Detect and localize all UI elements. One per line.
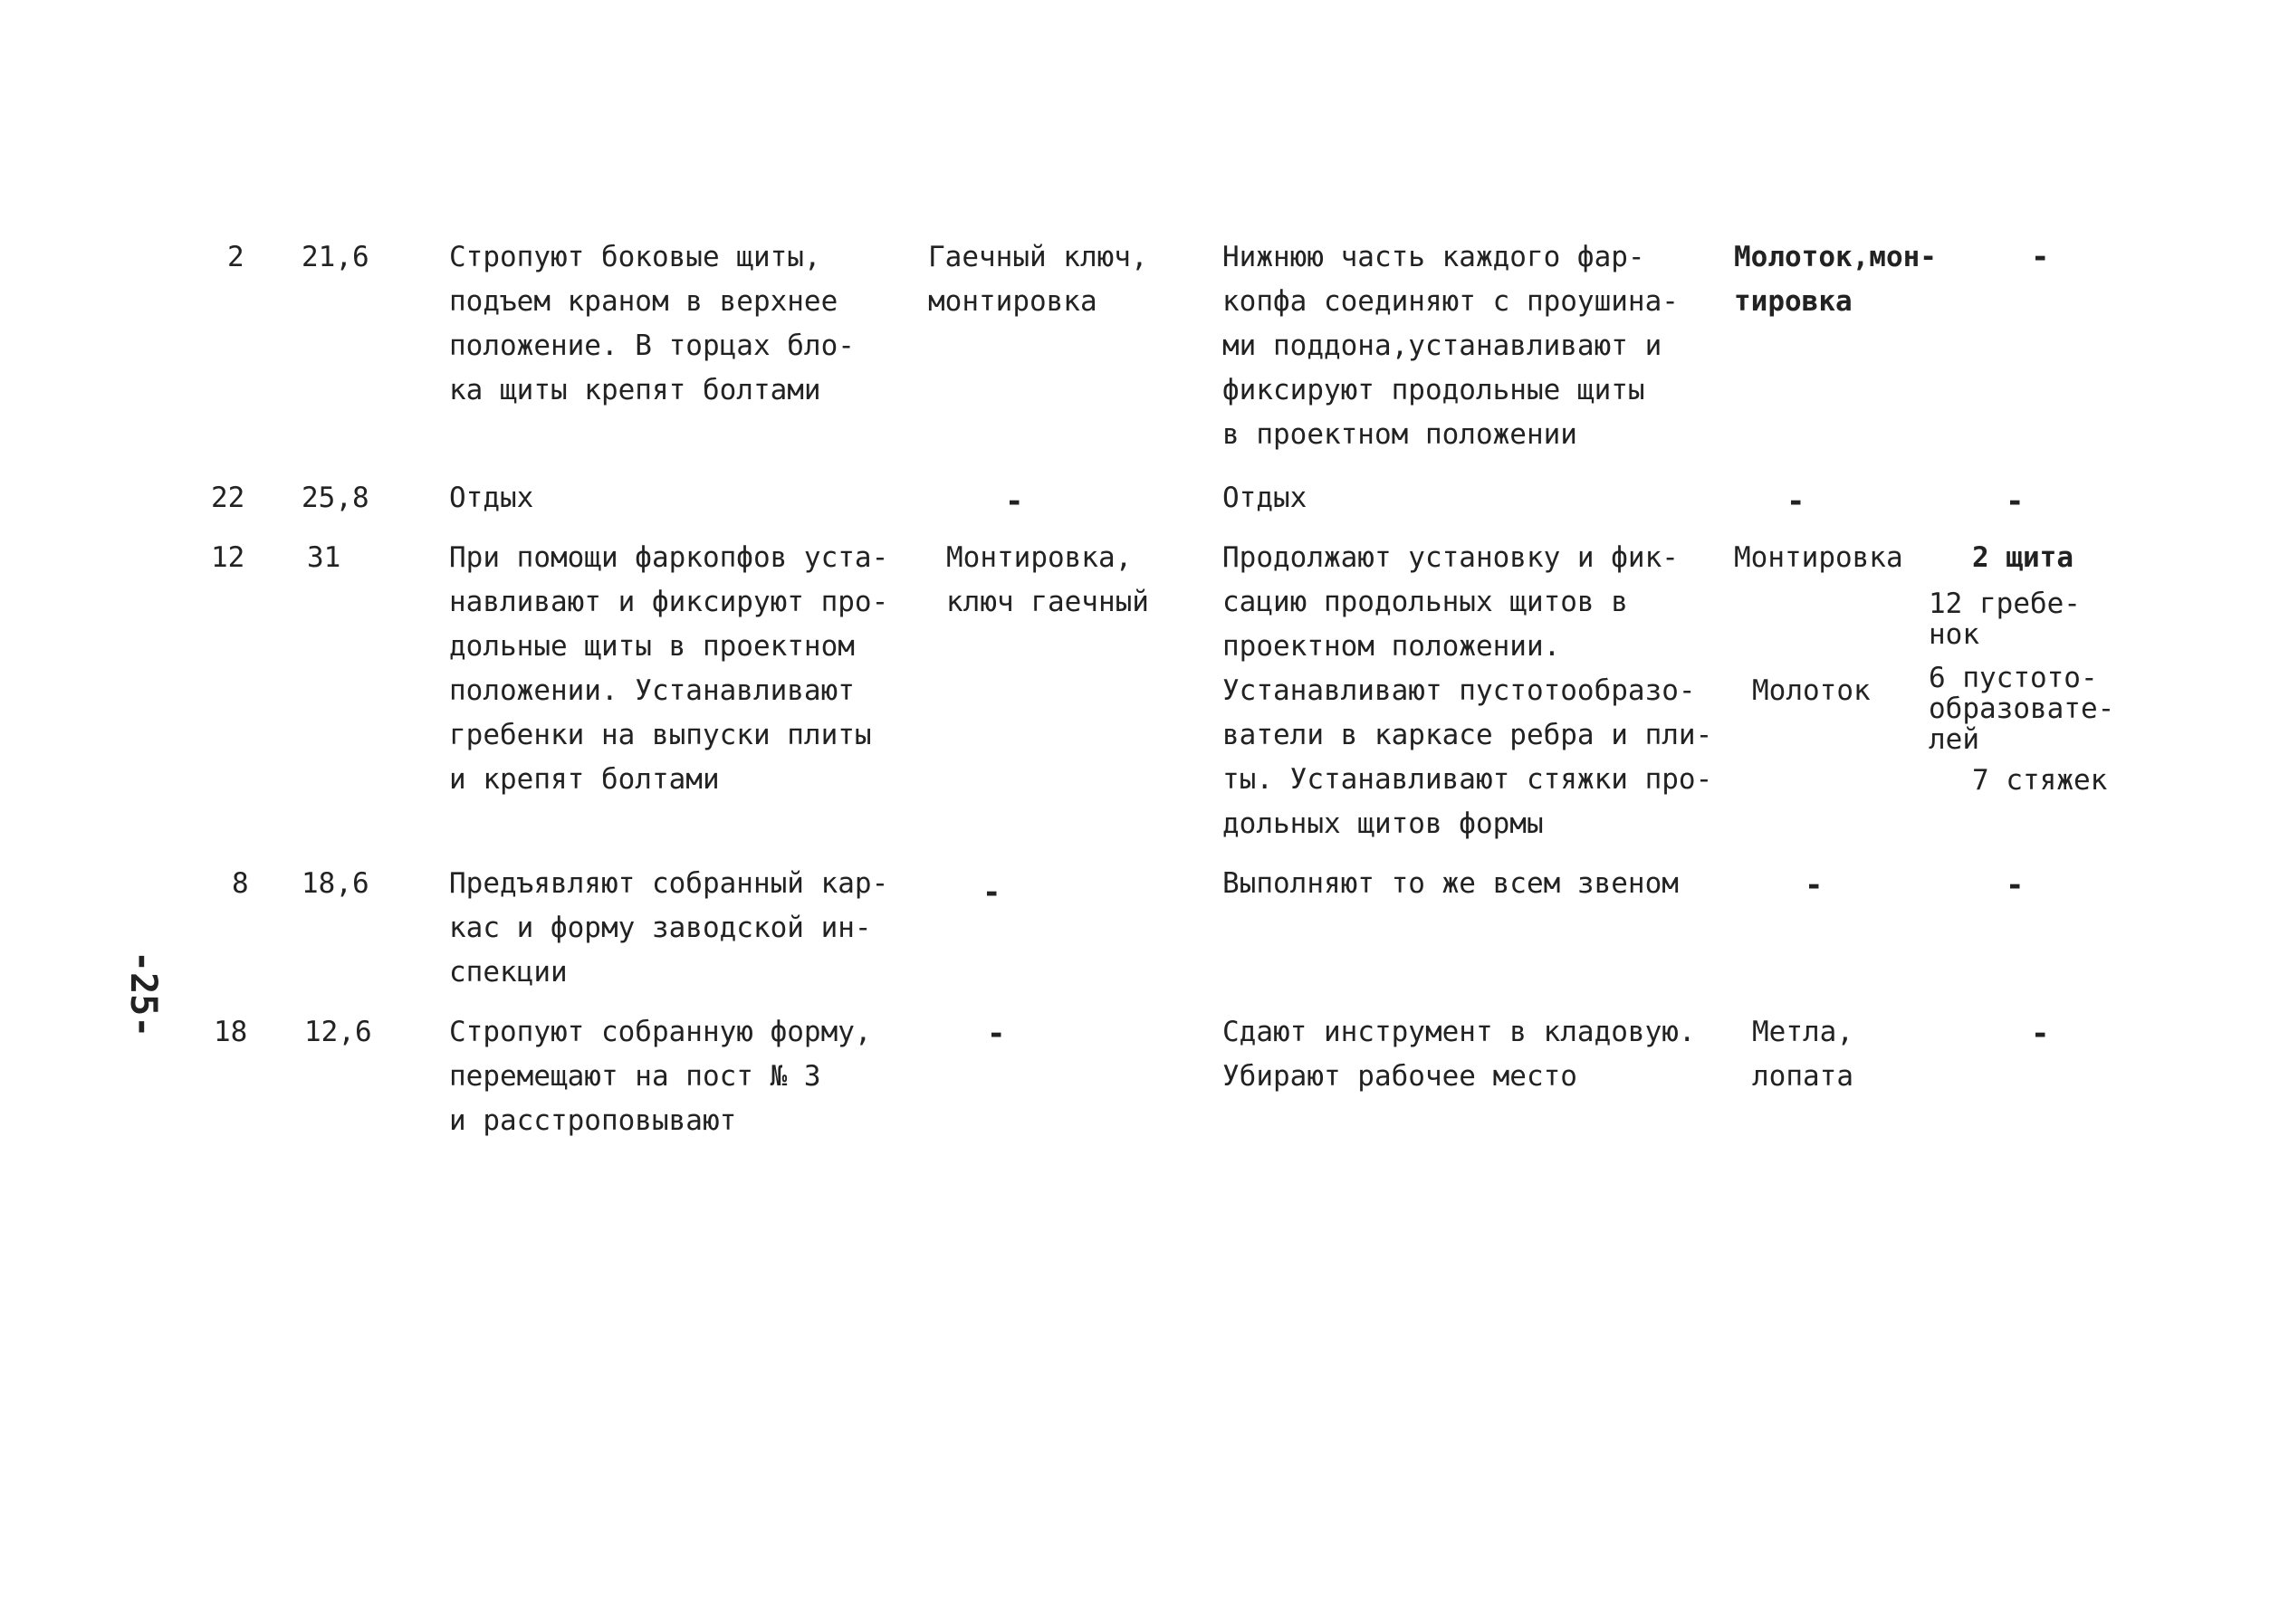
operation-text: Отдых xyxy=(449,482,534,514)
operation-text xyxy=(449,1010,872,1143)
text-line: ты. Устанавливают стяжки про- xyxy=(1222,763,1713,796)
duration-value: 21,6 xyxy=(302,241,369,273)
text-line: ключ гаечный xyxy=(946,586,1149,618)
duration-value: 31 xyxy=(307,541,341,574)
text-line: перемещают на пост № 3 xyxy=(449,1060,821,1093)
text-line: 12 гребе- xyxy=(1929,588,2081,620)
text-line: сацию продольных щитов в xyxy=(1222,586,1628,618)
tools-text xyxy=(946,536,1149,625)
text-line: Молоток,мон- xyxy=(1734,241,1937,273)
duration-value: 25,8 xyxy=(302,482,369,514)
text-line: ватели в каркасе ребра и пли- xyxy=(1222,719,1713,751)
text-line: нок xyxy=(1929,618,1979,651)
tools-text xyxy=(1734,235,1937,324)
materials-text: 7 стяжек xyxy=(1972,764,2108,797)
duration-value: 18,6 xyxy=(302,867,369,900)
text-line: При помощи фаркопфов уста- xyxy=(449,541,889,574)
text-line: Нижнюю часть каждого фар- xyxy=(1222,241,1645,273)
operation-text xyxy=(1222,536,1712,846)
empty-dash: - xyxy=(987,1016,1006,1052)
empty-dash: - xyxy=(1805,867,1824,903)
text-line: проектном положении. xyxy=(1222,630,1561,663)
text-line: Стропуют боковые щиты, xyxy=(449,241,821,273)
worker-count: 22 xyxy=(211,482,245,514)
text-line: фиксируют продольные щиты xyxy=(1222,374,1645,406)
empty-dash: - xyxy=(2031,1016,2050,1052)
text-line: Продолжают установку и фик- xyxy=(1222,541,1679,574)
worker-count: 12 xyxy=(211,541,245,574)
text-line: ми поддона,устанавливают и xyxy=(1222,330,1662,362)
tools-text: Молоток xyxy=(1752,674,1871,707)
text-line: Убирают рабочее место xyxy=(1222,1060,1577,1093)
operation-text xyxy=(449,235,855,413)
empty-dash: - xyxy=(982,874,1001,911)
text-line: Метла, xyxy=(1752,1016,1853,1048)
worker-count: 18 xyxy=(214,1016,248,1048)
operation-text xyxy=(1222,235,1679,457)
empty-dash: - xyxy=(1005,483,1024,520)
text-line: образовате- xyxy=(1929,693,2115,725)
text-line: дольных щитов формы xyxy=(1222,807,1544,840)
text-line: в проектном положении xyxy=(1222,418,1577,451)
materials-text xyxy=(1929,588,2081,650)
text-line: монтировка xyxy=(928,285,1097,318)
text-line: гребенки на выпуски плиты xyxy=(449,719,872,751)
empty-dash: - xyxy=(2006,867,2025,903)
page-number: -25- xyxy=(122,951,164,1038)
text-line: тировка xyxy=(1734,285,1853,318)
operation-text xyxy=(449,862,888,995)
text-line: кас и форму заводской ин- xyxy=(449,912,872,944)
tools-text: Монтировка xyxy=(1734,541,1903,574)
empty-dash: - xyxy=(1786,483,1805,520)
operation-text: Выполняют то же всем звеном xyxy=(1222,867,1679,900)
text-line: Стропуют собранную форму, xyxy=(449,1016,872,1048)
text-line: Монтировка, xyxy=(946,541,1133,574)
tools-text xyxy=(928,235,1148,324)
text-line: копфа соединяют с проушина- xyxy=(1222,285,1679,318)
text-line: положение. В торцах бло- xyxy=(449,330,855,362)
text-line: лопата xyxy=(1752,1060,1853,1093)
text-line: лей xyxy=(1929,723,1979,756)
duration-value: 12,6 xyxy=(304,1016,372,1048)
text-line: Сдают инструмент в кладовую. xyxy=(1222,1016,1696,1048)
text-line: Предъявляют собранный кар- xyxy=(449,867,889,900)
text-line: и расстроповывают xyxy=(449,1104,737,1137)
text-line: 6 пустото- xyxy=(1929,662,2098,694)
tools-text xyxy=(1752,1010,1853,1099)
text-line: навливают и фиксируют про- xyxy=(449,586,889,618)
text-line: дольные щиты в проектном xyxy=(449,630,855,663)
operation-text xyxy=(449,536,888,802)
text-line: Устанавливают пустотообразо- xyxy=(1222,674,1696,707)
materials-text xyxy=(1929,663,2114,755)
empty-dash: - xyxy=(2031,239,2050,275)
worker-count: 8 xyxy=(232,867,249,900)
text-line: ка щиты крепят болтами xyxy=(449,374,821,406)
text-line: Гаечный ключ, xyxy=(928,241,1148,273)
text-line: положении. Устанавливают xyxy=(449,674,855,707)
operation-text xyxy=(1222,1010,1696,1099)
materials-text: 2 щита xyxy=(1972,541,2074,574)
text-line: подъем краном в верхнее xyxy=(449,285,838,318)
worker-count: 2 xyxy=(227,241,244,273)
empty-dash: - xyxy=(2006,483,2025,520)
text-line: спекции xyxy=(449,956,568,989)
operation-text: Отдых xyxy=(1222,482,1307,514)
text-line: и крепят болтами xyxy=(449,763,720,796)
